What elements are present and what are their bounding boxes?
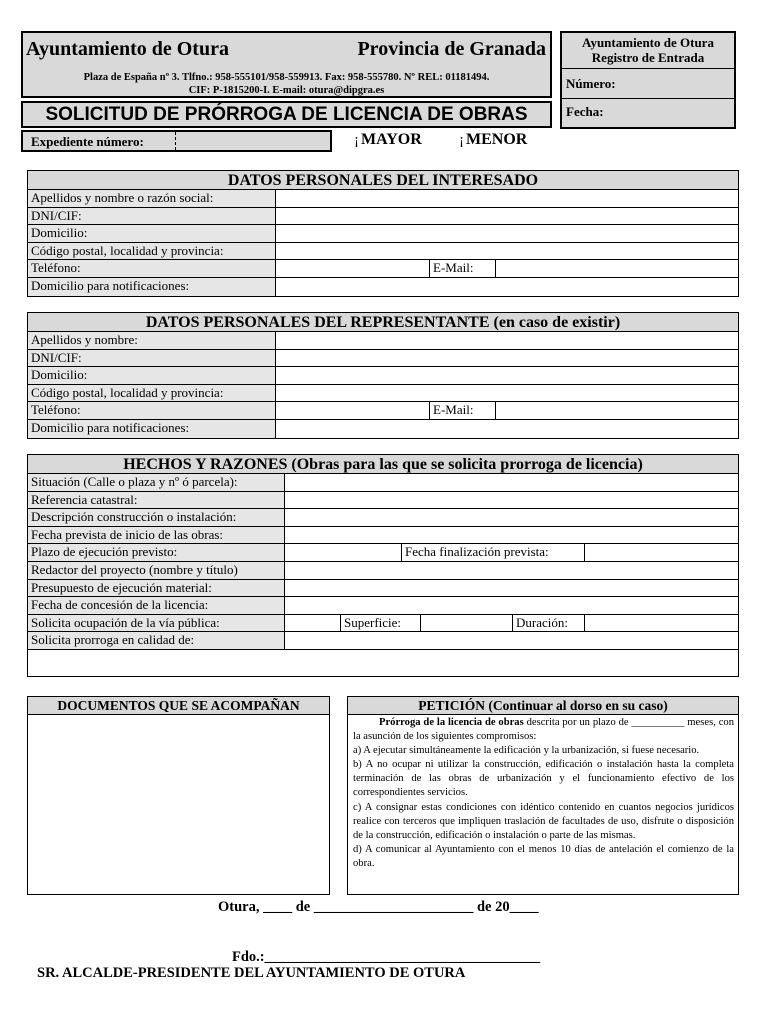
form-row (28, 402, 738, 420)
dni-label: DNI/CIF: (28, 208, 276, 225)
duracion-label: Duración: (513, 615, 585, 632)
redactor-label: Redactor del proyecto (nombre y título) (28, 562, 285, 579)
registry-box (560, 31, 736, 129)
form-row (28, 260, 738, 278)
calidad-label: Solicita prorroga en calidad de: (28, 632, 285, 649)
representante-email-input[interactable] (496, 402, 738, 419)
form-row (28, 190, 738, 208)
interesado-postal-input[interactable] (276, 243, 738, 260)
duracion-input[interactable] (585, 615, 738, 632)
checkbox-mayor[interactable]: ¡ (354, 132, 359, 148)
representante-address-input[interactable] (276, 367, 738, 384)
peticion-item-d: d) A comunicar al Ayuntamiento con el menos 10 días de antelación el comienzo de la obra. (353, 843, 734, 869)
descripcion-label: Descripción construcción o instalación: (28, 509, 285, 526)
fecha-concesion-label: Fecha de concesión de la licencia: (28, 597, 285, 614)
peticion-title: PETICIÓN (Continuar al dorso en su caso) (348, 697, 738, 715)
peticion-intro-rest: descrita por un plazo de __________ meses, con la asunción de los siguientes compromisos: (353, 717, 734, 743)
form-row (28, 420, 738, 438)
form-row (28, 597, 738, 615)
form-row (28, 208, 738, 226)
fecha-fin-label: Fecha finalización prevista: (402, 544, 585, 561)
registry-title-line-1: Ayuntamiento de Otura (582, 35, 714, 50)
interesado-name-input[interactable] (276, 190, 738, 207)
form-row (28, 278, 738, 296)
place-date-line[interactable]: Otura, ____ de ______________________ de 20____ (218, 899, 539, 915)
fecha-inicio-label: Fecha prevista de inicio de las obras: (28, 527, 285, 544)
presupuesto-input[interactable] (285, 580, 738, 597)
address-label: Domicilio: (28, 367, 276, 384)
peticion-intro (353, 716, 734, 744)
interesado-email-input[interactable] (496, 260, 738, 277)
notify-label: Domicilio para notificaciones: (28, 420, 276, 438)
situacion-label: Situación (Calle o plaza y nº ó parcela): (28, 474, 285, 491)
representante-notify-input[interactable] (276, 420, 738, 438)
superficie-input[interactable] (421, 615, 513, 632)
option-mayor-label: MAYOR (361, 131, 422, 148)
fecha-concesion-input[interactable] (285, 597, 738, 614)
notify-label: Domicilio para notificaciones: (28, 278, 276, 296)
hechos-section (27, 454, 739, 677)
form-title: SOLICITUD DE PRÓRROGA DE LICENCIA DE OBRAS (21, 101, 552, 128)
ocupacion-input[interactable] (285, 615, 341, 632)
representante-title: DATOS PERSONALES DEL REPRESENTANTE (en caso de existir) (28, 313, 738, 332)
expediente-separator (175, 132, 176, 150)
representante-name-input[interactable] (276, 332, 738, 349)
form-row (28, 332, 738, 350)
name-label: Apellidos y nombre: (28, 332, 276, 349)
expediente-field[interactable] (21, 130, 332, 152)
documentos-input[interactable] (28, 715, 329, 894)
postal-label: Código postal, localidad y provincia: (28, 385, 276, 402)
representante-phone-input[interactable] (276, 402, 430, 419)
option-menor-label: MENOR (466, 131, 528, 148)
form-row (28, 580, 738, 598)
postal-label: Código postal, localidad y provincia: (28, 243, 276, 260)
representante-dni-input[interactable] (276, 350, 738, 367)
option-mayor[interactable] (354, 131, 422, 149)
ocupacion-label: Solicita ocupación de la vía pública: (28, 615, 285, 632)
form-row (28, 350, 738, 368)
peticion-text (348, 715, 738, 871)
documentos-section (27, 696, 330, 895)
interesado-dni-input[interactable] (276, 208, 738, 225)
address-line-2: CIF: P-1815200-I. E-mail: otura@dipgra.es (188, 85, 385, 96)
form-row (28, 474, 738, 492)
interesado-notify-input[interactable] (276, 278, 738, 296)
referencia-input[interactable] (285, 492, 738, 509)
descripcion-input[interactable] (285, 509, 738, 526)
form-row (28, 225, 738, 243)
form-row (28, 367, 738, 385)
plazo-input[interactable] (285, 544, 402, 561)
form-row (28, 544, 738, 562)
form-row (28, 615, 738, 633)
peticion-section (347, 696, 739, 895)
peticion-item-a: a) A ejecutar simultáneamente la edificación y la urbanización, si fuese necesario. (353, 745, 700, 757)
address-label: Domicilio: (28, 225, 276, 242)
contact-info (23, 71, 550, 97)
expediente-label: Expediente número: (31, 134, 144, 149)
plazo-label: Plazo de ejecución previsto: (28, 544, 285, 561)
municipality-name: Ayuntamiento de Otura (26, 38, 229, 60)
interesado-address-input[interactable] (276, 225, 738, 242)
registry-number-field[interactable]: Número: (562, 69, 734, 99)
registry-date-field[interactable]: Fecha: (566, 104, 604, 119)
checkbox-menor[interactable]: ¡ (459, 132, 464, 148)
fecha-fin-input[interactable] (585, 544, 738, 561)
name-label: Apellidos y nombre o razón social: (28, 190, 276, 207)
email-label: E-Mail: (430, 260, 496, 277)
fecha-inicio-input[interactable] (285, 527, 738, 544)
option-menor[interactable] (459, 131, 527, 149)
phone-label: Teléfono: (28, 402, 276, 419)
free-text-input[interactable] (28, 650, 738, 676)
peticion-item-b: b) A no ocupar ni utilizar la construcción, edificación o instalación hasta la completa terminación de las obras de urbanización y el funcionamiento efectivo de los correspondientes servicios. (353, 759, 734, 799)
form-row (28, 492, 738, 510)
representante-postal-input[interactable] (276, 385, 738, 402)
form-row (28, 385, 738, 403)
form-row (28, 562, 738, 580)
form-row (28, 243, 738, 261)
form-row (28, 527, 738, 545)
peticion-intro-bold: Prórroga de la licencia de obras (379, 717, 524, 728)
addressee: SR. ALCALDE-PRESIDENTE DEL AYUNTAMIENTO DE OTURA (37, 965, 466, 981)
email-label: E-Mail: (430, 402, 496, 419)
referencia-label: Referencia catastral: (28, 492, 285, 509)
dni-label: DNI/CIF: (28, 350, 276, 367)
interesado-phone-input[interactable] (276, 260, 430, 277)
phone-label: Teléfono: (28, 260, 276, 277)
address-line-1: Plaza de España nº 3. Tlfno.: 958-555101/958-559913. Fax: 958-555780. Nº REL: 01181494. (83, 72, 490, 83)
hechos-title: HECHOS Y RAZONES (Obras para las que se solicita prorroga de licencia) (28, 455, 738, 474)
header-box (21, 31, 552, 98)
redactor-input[interactable] (285, 562, 738, 579)
calidad-input[interactable] (285, 632, 738, 649)
representante-section (27, 312, 739, 439)
registry-title-line-2: Registro de Entrada (591, 50, 705, 65)
interesado-title: DATOS PERSONALES DEL INTERESADO (28, 171, 738, 190)
form-row (28, 632, 738, 650)
situacion-input[interactable] (285, 474, 738, 491)
peticion-item-c: c) A consignar estas condiciones con idéntico contenido en cuantos negocios jurídicos realice con terceros que impliquen traslación de facultades de uso, disfrute o disposición de la construcción, edificación o instalación o parte de las mismas. (353, 801, 734, 841)
form-row (28, 509, 738, 527)
superficie-label: Superficie: (341, 615, 421, 632)
presupuesto-label: Presupuesto de ejecución material: (28, 580, 285, 597)
signature-line[interactable]: Fdo.:______________________________________ (232, 949, 541, 965)
interesado-section (27, 170, 739, 297)
registry-title (562, 33, 734, 69)
documentos-title: DOCUMENTOS QUE SE ACOMPAÑAN (28, 697, 329, 715)
province-name: Provincia de Granada (357, 38, 546, 60)
